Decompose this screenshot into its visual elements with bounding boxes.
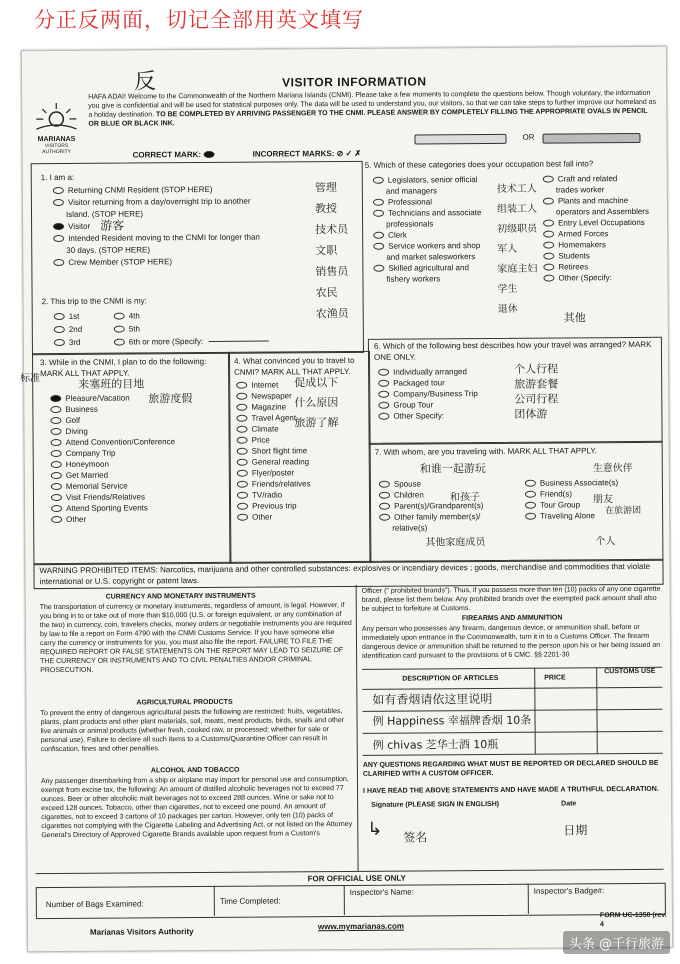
q6-option[interactable]: Packaged tour [378,377,478,389]
col-price: PRICE [544,674,566,682]
alcohol-title: ALCOHOL AND TOBACCO [150,766,240,775]
q5-option-cont: fishery workers [386,274,441,284]
date-label: Date [561,800,577,808]
q7-handwritten-tour: 在旅游团 [605,505,642,517]
q5-handwritten-left: 管理 教授 技术员 文职 销售员 农民 农渔员 [314,181,349,321]
q5-option-cont: trades worker [555,185,605,195]
q5-option[interactable]: Retirees [543,261,649,273]
firearms-title: FIREARMS AND AMMUNITION [461,614,563,623]
q3-handwritten-purpose: 来塞班的目地 [78,377,145,391]
q5-handwritten-other: 其他 [563,311,586,325]
q1-options [53,184,260,268]
currency-body: The transportation of currency or monetary instruments, regardless of amount, is legal. However, if you bring in to or take out of more than $10,000 (U.S. or foreign equivalent, or any combination of the two) in currency, coin, travelers checks, money orders or negotiable instruments you are required by law to file a report on Form 4790 with the CNMI Customs Service. If you have someone else carry the currency or instruments for you, you must also file the report. FAILURE TO FILE THE REQUIRED REPORT OR FALSE STATEMENTS ON THE REPORT MAY LEAD TO SEIZURE OF THE CURRENCY OR INSTRUMENTS AND TO CIVIL PENALTIES AND/OR CRIMINAL PROSECUTION. [39,602,352,675]
q5-option[interactable]: Plants and machine [543,195,649,207]
q4-option[interactable]: Flyer/poster [237,467,311,479]
q3-option[interactable]: Attend Convention/Conference [51,436,175,448]
signature-label: Signature (PLEASE SIGN IN ENGLISH) [371,800,500,809]
q4-option[interactable]: TV/radio [237,489,311,501]
time-completed-label: Time Completed: [219,896,281,906]
q3-option[interactable]: Get Married [51,469,175,481]
form-number: FORM UC-1350 (rev. 4 [599,911,667,929]
q3-option[interactable]: Memorial Service [51,480,175,492]
logo-text: MARIANAS [37,135,76,144]
sun-logo-icon [32,101,80,131]
inspector-badge-label: Inspector's Badge#: [533,886,605,896]
intro-text: HAFA ADAI! Welcome to the Commonwealth of the Northern Mariana Islands (CNMI). Please take a few moments to complete the questions below. Though voluntary, the information you give is confidential and will be used for statistical purposes only. The data will be used to understand you, our visitors, so that we can take steps to further improve our homeland as a holiday destination. TO BE COMPLETED BY ARRIVING PASSENGER TO THE CNMI. PLEASE ANSWER BY COMPLETELY FILLING THE APPROPRIATE OVALS IN PENCIL OR BLUE OR BLACK INK. [88,89,657,128]
q7-option-cont: relative(s) [392,523,428,533]
footer-authority: Marianas Visitors Authority [89,927,194,937]
q5-option[interactable]: Clerk [373,229,481,241]
q4-option[interactable]: General reading [237,456,311,468]
q7-handwritten-friends: 朋友 [592,494,614,506]
q1-option-cont: Island. (STOP HERE) [65,209,144,219]
q7-title: 7. With whom, are you traveling with. MARK ALL THAT APPLY. [374,446,597,457]
q7-handwritten-alone: 个人 [595,536,616,548]
side-mark-handwritten: 反 [133,69,157,95]
q3-option-pleasure[interactable]: Pleasure/Vacation [50,392,174,404]
q4-option[interactable]: Short flight time [237,445,311,457]
bags-examined-label: Number of Bags Examined: [45,899,144,910]
official-divider [528,884,529,914]
q7-handwritten-business: 生意伙伴 [592,463,633,475]
q3-option[interactable]: Company Trip [51,447,175,459]
signature-handwritten[interactable]: 签名 [403,830,428,845]
q1-option[interactable]: Intended Resident moving to the CNMI for longer than [53,232,260,244]
cigarette-note: Officer (" prohibited brands"). Thus, if you possess more than ten (10) packs of any one cigarette brand, please list them below. Any prohibited brands over the exempted pack amount shall also be subject to forfeiture at Customs. [361,585,661,613]
official-title: FOR OFFICIAL USE ONLY [307,873,406,884]
q4-option[interactable]: Previous trip [237,500,311,512]
q4-option[interactable]: Friends/relatives [237,478,311,490]
q2-option[interactable]: 3rd [54,337,82,348]
q4-option[interactable]: Travel Agent [236,412,310,424]
marianas-logo [32,101,80,156]
col-customs-use: CUSTOMS USE [604,667,656,676]
q6-title: 6. Which of the following best describes how your travel was arranged? MARK ONE ONLY. [373,339,652,362]
q2-option[interactable]: 6th or more (Specify: [114,336,269,348]
article-row-handwritten: 如有香烟请依这里说明 [372,691,493,707]
q4-option[interactable]: Newspaper [236,390,310,402]
warning-text: WARNING PROHIBITED ITEMS: Narcotics, marijuana and other controlled substances: explosives or incendiary devices ; goods, merchandise and commodities that violate international or U.S. copyright or patent laws. [39,561,651,587]
q1-option[interactable]: Crew Member (STOP HERE) [53,256,260,268]
correct-mark-label: CORRECT MARK: [133,149,219,161]
q6-handwritten: 个人行程 旅游套餐 公司行程 团体游 [514,362,559,421]
q5-option[interactable]: Technicians and associate [373,207,481,219]
q7-handwritten-family: 其他家庭成员 [425,537,486,549]
q7-option[interactable]: Spouse [379,478,483,490]
q2-options-b [114,310,270,348]
firearms-body: Any person who possesses any firearm, dangerous device, or ammunition shall, before or immediately upon entrance in the Commonwealth, turn it in to a Customs Officer. The firearm dangerous device or ammunition shall be returned to the person upon his or her being issued an identification card pursuant to the provisions of 6 CMC. §§ 2201-30 [361,623,661,660]
q3-option[interactable]: Visit Friends/Relatives [51,491,175,503]
q7-option[interactable]: Business Associate(s) [525,477,618,489]
q2-option[interactable]: 2nd [54,324,82,335]
pencil-icon [414,134,506,145]
q1-option-cont: 30 days. (STOP HERE) [66,245,151,255]
q4-option[interactable]: Internet [236,379,310,391]
or-label: OR [522,132,535,142]
q1-title: 1. I am a: [40,172,75,183]
q3-title: 3. While in the CNMI, I plan to do the following: MARK ALL THAT APPLY. [40,356,207,379]
q5-right-options [543,173,650,284]
table-row-line [363,731,663,734]
q6-option[interactable]: Company/Business Trip [378,388,478,400]
signature-arrow-icon: ↳ [367,818,383,840]
instruction-banner: 分正反两面，切记全部用英文填写 [34,8,364,32]
q2-option[interactable]: 5th [114,323,269,335]
q5-option[interactable]: Students [543,250,649,262]
q5-option[interactable]: Legislators, senior official [373,174,481,186]
q5-option-cont: and market salesworkers [386,252,476,262]
footer-url[interactable]: www.mymarianas.com [317,921,404,932]
q5-option[interactable]: Entry Level Occupations [543,217,649,229]
q3-option[interactable]: Honeymoon [51,458,175,470]
q4-handwritten: 促成以下 什么原因 旅游了解 [294,376,339,430]
q7-handwritten-children: 和孩子 [449,492,481,504]
questions-note: ANY QUESTIONS REGARDING WHAT MUST BE REPORTED OR DECLARED SHOULD BE CLARIFIED WITH A CUSTOM OFFICER. [362,759,659,778]
q3-option[interactable]: Golf [50,414,174,426]
official-divider [344,885,345,915]
filled-oval-icon [203,151,214,158]
q3-options [50,392,175,525]
q5-option-cont: operators and Assemblers [555,206,649,217]
q4-option[interactable]: Price [237,434,311,446]
q5-option[interactable]: Professional [373,196,481,208]
pen-icon [542,133,640,144]
q3-handwritten-vacation: 旅游度假 [148,392,193,406]
q4-title: 4. What convinced you to travel to CNMI? MARK ALL THAT APPLY. [234,355,355,377]
q6-option[interactable]: Group Tour [378,399,478,411]
q2-title: 2. This trip to the CNMI is my: [41,296,147,307]
q5-title: 5. Which of these categories does your occupation best fall into? [364,159,594,170]
q5-option[interactable]: Service workers and shop [373,240,481,252]
q4-option[interactable]: Magazine [236,401,310,413]
q6-option[interactable]: Individually arranged [378,366,478,378]
table-row-line [363,753,663,756]
q3-option[interactable]: Business [50,403,174,415]
date-handwritten[interactable]: 日期 [563,823,588,838]
table-row-line [362,687,662,690]
q5-option[interactable]: Homemakers [543,239,649,251]
q7-option[interactable]: Other family member(s)/ [379,511,483,523]
logo-subtext: VISITORS AUTHORITY [42,142,72,156]
q7-option[interactable]: Parent(s)/Grandparent(s) [379,500,483,512]
agri-body: To prevent the entry of dangerous agricultural pests the following are restricted: fruits, vegetables, plants, plant products and other plant materials, soil, meats, meat products, birds, snails and other live animals or animal products (whether fresh, cooked raw, or processed; whether for sale or personal use). Failure to declare all such items to a Customs/Quarantine Officer can result in confiscation, fines and other penalties. [40,708,345,754]
q3-option[interactable]: Diving [50,425,174,437]
agri-title: AGRICULTURAL PRODUCTS [136,698,233,707]
article-row-handwritten: 例 Happiness 幸福牌香烟 10条 [372,713,532,728]
q1-option[interactable]: Visitor returning from a day/overnight trip to another [53,196,260,208]
article-row-handwritten: 例 chivas 芝华士酒 10瓶 [372,737,499,752]
q7-handwritten-with: 和谁一起游玩 [419,462,486,476]
q5-handwritten-right: 技术工人 组装工人 初级职员 军人 家庭主妇 学生 退休 [496,183,538,315]
q1-option[interactable]: Returning CNMI Resident (STOP HERE) [53,184,260,196]
inspector-name-label: Inspector's Name: [349,887,414,897]
q5-option[interactable]: Other (Specify: [543,272,649,284]
q5-option[interactable]: Skilled agricultural and [373,262,481,274]
q3-option[interactable]: Attend Sporting Events [51,502,175,514]
q7-left-options [379,478,484,534]
q6-options [378,366,478,422]
q5-option-cont: and managers [385,186,438,196]
q4-option[interactable]: Climate [236,423,310,435]
declaration-text: I HAVE READ THE ABOVE STATEMENTS AND HAVE MADE A TRUTHFUL DECLARATION. [363,785,659,795]
q5-left-options [373,174,482,285]
q6-option[interactable]: Other Specify: [378,410,478,422]
col-description: DESCRIPTION OF ARTICLES [402,674,499,683]
q1-option-visitor[interactable]: Visitor 游客 [53,220,260,232]
watermark: 头条 @千行旅游 [563,931,670,954]
q3-handwritten-note: 标准 [20,373,41,385]
incorrect-marks-icon: ⊘ ✓ ✗ [336,148,362,159]
q2-option[interactable]: 1st [54,311,82,322]
q7-option[interactable]: Tour Group [525,499,618,511]
q7-option[interactable]: Friend(s) [525,488,618,500]
alcohol-body: Any passenger disembarking from a ship or airplane may import for personal use and consumption, exempt from excise tax, the following: An amount of distilled alcoholic beverages not to exceed 77 ounces. Beer or other alcoholic malt beverages not to exceed 288 ounces. Wine or sake not to exceed 128 ounces. Tobacco, other than cigarettes, not to exceed one pound. An amount of cigarettes, not to exceed 3 cartons of 10 packages per carton. However, only ten (10) packs of cigarettes not complying with the Cigarette Labeling and Advertising Act, or not listed on the Attorney General's Directory of Approved Cigarette Brands available upon request from a Custom's [40,775,353,840]
visitor-information-form [21,46,673,952]
q2-option[interactable]: 4th [114,310,269,322]
incorrect-marks-label: INCORRECT MARKS: ⊘ ✓ ✗ [252,148,362,159]
q2-options-a [54,311,83,348]
q5-option[interactable]: Armed Forces [543,228,649,240]
q7-option[interactable]: Traveling Alone [525,510,618,522]
q7-option[interactable]: Children [379,489,483,501]
q5-option-cont: professionals [386,219,434,229]
form-title: VISITOR INFORMATION [282,74,427,90]
q5-option[interactable]: Craft and related [543,173,649,185]
q3-option[interactable]: Other [51,513,175,525]
official-divider [214,886,215,916]
currency-title: CURRENCY AND MONETARY INSTRUMENTS [105,592,256,601]
column-divider [356,585,359,871]
q4-option[interactable]: Other [237,511,311,523]
